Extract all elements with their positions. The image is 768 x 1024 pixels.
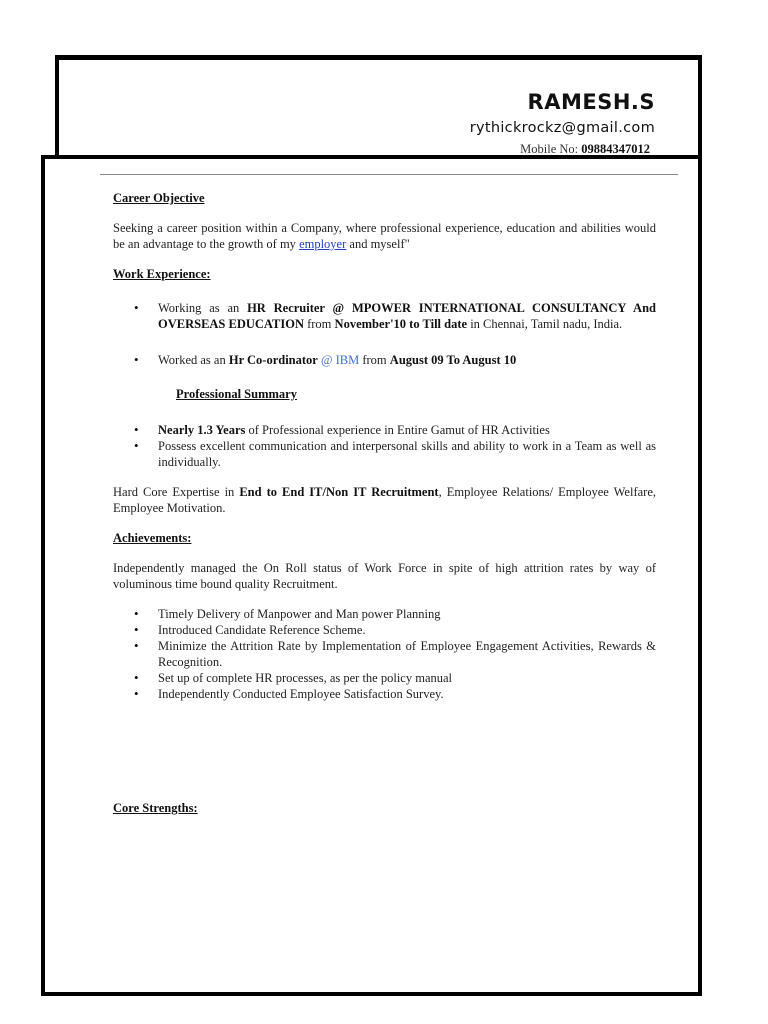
achievement-item: • Timely Delivery of Manpower and Man power Planning bbox=[158, 606, 656, 622]
mobile-number: 09884347012 bbox=[581, 142, 650, 156]
achievement-item: • Minimize the Attrition Rate by Implementation of Employee Engagement Activities, Rewards & Recognition. bbox=[158, 638, 656, 670]
header-divider bbox=[100, 174, 678, 175]
company-ibm: @ IBM bbox=[320, 353, 360, 367]
achievements-list bbox=[113, 606, 656, 702]
achievements-intro: Independently managed the On Roll status of Work Force in spite of high attrition rates by way of voluminous time bound quality Recruitment. bbox=[113, 561, 656, 591]
achievement-item: • Independently Conducted Employee Satisfaction Survey. bbox=[158, 686, 656, 702]
work-experience-heading: Work Experience: bbox=[113, 267, 211, 281]
candidate-email: rythickrockz@gmail.com bbox=[469, 120, 655, 136]
achievement-item: • Set up of complete HR processes, as per the policy manual bbox=[158, 670, 656, 686]
role-ibm: Hr Co-ordinator bbox=[228, 353, 318, 367]
resume-content bbox=[113, 190, 656, 816]
core-strengths-heading: Core Strengths: bbox=[113, 801, 198, 815]
candidate-mobile bbox=[520, 142, 650, 157]
work-experience-item: • Worked as an Hr Co-ordinator @ IBM from August 09 To August 10 bbox=[158, 352, 656, 368]
achievement-item: • Introduced Candidate Reference Scheme. bbox=[158, 622, 656, 638]
expertise-text: Hard Core Expertise in End to End IT/Non IT Recruitment, Employee Relations/ Employee Welfare, Employee Motivation. bbox=[113, 485, 656, 515]
summary-item: • Nearly 1.3 Years of Professional experience in Entire Gamut of HR Activities bbox=[158, 422, 656, 438]
period-mpower: November'10 to Till date bbox=[334, 317, 468, 331]
summary-item: • Possess excellent communication and interpersonal skills and ability to work in a Team as well as individually. bbox=[158, 438, 656, 470]
candidate-name: RAMESH.S bbox=[527, 90, 655, 114]
employer-link[interactable]: employer bbox=[299, 237, 347, 251]
work-experience-item: • Working as an HR Recruiter @ MPOWER INTERNATIONAL CONSULTANCY And OVERSEAS EDUCATION from November'10 to Till date in Chennai, Tamil nadu, India. bbox=[158, 300, 656, 332]
achievements-heading: Achievements: bbox=[113, 531, 192, 545]
professional-summary-heading: Professional Summary bbox=[176, 387, 297, 401]
work-experience-list bbox=[113, 300, 656, 368]
career-objective-heading: Career Objective bbox=[113, 191, 205, 205]
role-mpower: HR Recruiter @ MPOWER INTERNATIONAL CONSULTANCY And OVERSEAS EDUCATION bbox=[158, 301, 656, 331]
mobile-label: Mobile No: bbox=[520, 142, 579, 156]
professional-summary-list bbox=[113, 422, 656, 470]
career-objective-text: Seeking a career position within a Company, where professional experience, education and abilities would be an advantage to the growth of my employer and myself" bbox=[113, 221, 656, 251]
period-ibm: August 09 To August 10 bbox=[389, 353, 517, 367]
